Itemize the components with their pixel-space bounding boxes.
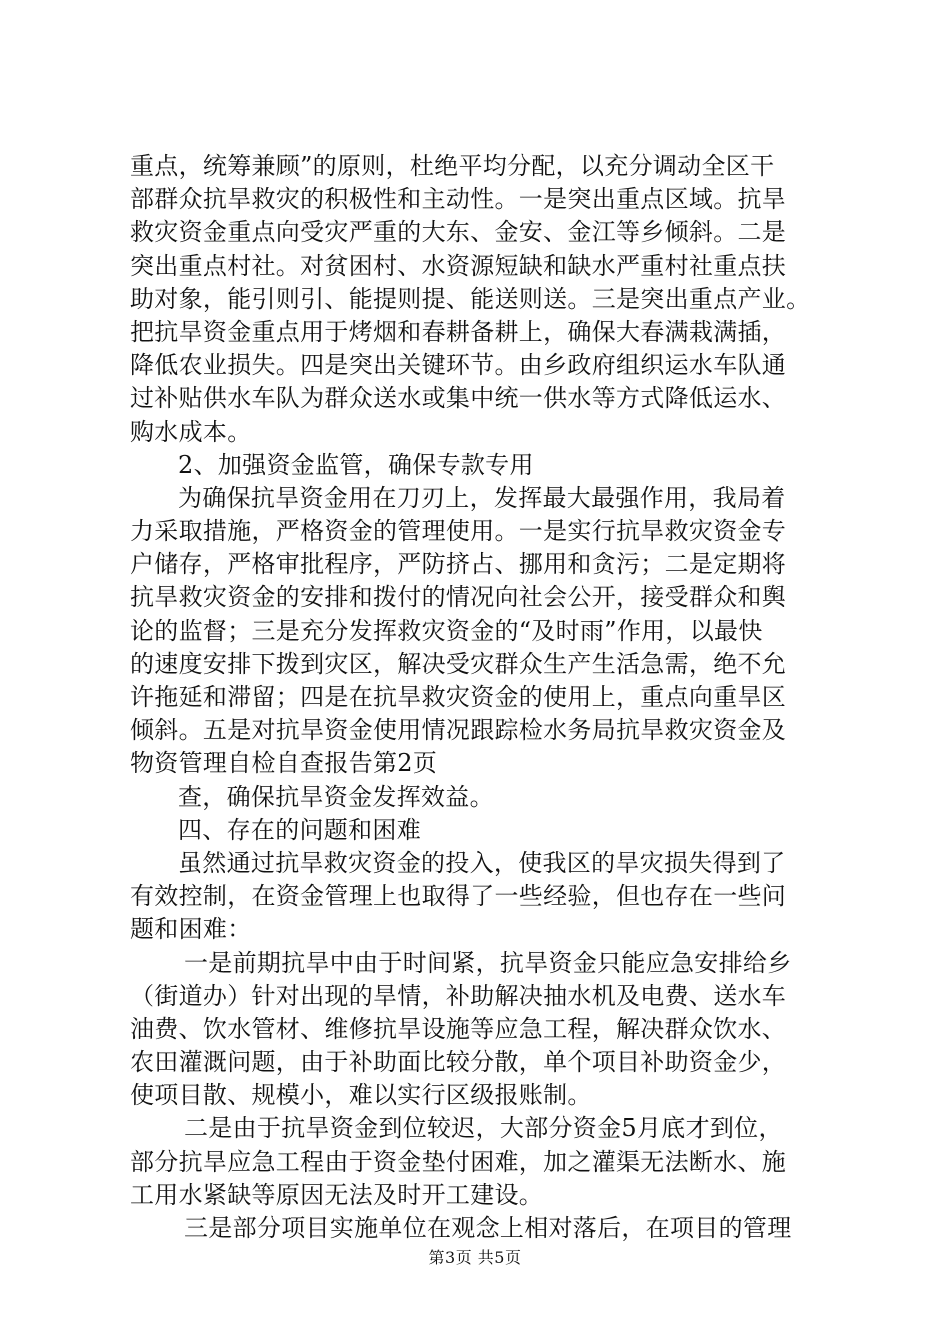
text-line: 降低农业损失。四是突出关键环节。由乡政府组织运水车队通 — [130, 351, 787, 380]
section-heading: 四、存在的问题和困难 — [178, 815, 421, 844]
text-line: 突出重点村社。对贫困村、水资源短缺和缺水严重村社重点扶 — [130, 251, 787, 280]
text-line: 抗旱救灾资金的安排和拨付的情况向社会公开，接受群众和舆 — [130, 583, 787, 612]
text-line: 力采取措施，严格资金的管理使用。一是实行抗旱救灾资金专 — [130, 517, 787, 546]
text-line: 过补贴供水车队为群众送水或集中统一供水等方式降低运水、 — [130, 384, 787, 413]
text-line: 查，确保抗旱资金发挥效益。 — [178, 782, 494, 811]
text-line: 部分抗旱应急工程由于资金垫付困难，加之灌渠无法断水、施 — [130, 1147, 787, 1176]
text-line: 许拖延和滞留；四是在抗旱救灾资金的使用上，重点向重旱区 — [130, 683, 787, 711]
text-line: 虽然通过抗旱救灾资金的投入，使我区的旱灾损失得到了 — [178, 848, 786, 877]
text-line: 论的监督；三是充分发挥救灾资金的“及时雨”作用，以最快 — [130, 616, 763, 645]
text-line: 有效控制，在资金管理上也取得了一些经验，但也存在一些问 — [130, 882, 787, 911]
text-line: 把抗旱资金重点用于烤烟和春耕备耕上，确保大春满栽满插， — [130, 317, 787, 346]
text-line: 重点，统筹兼顾”的原则，杜绝平均分配，以充分调动全区干 — [130, 152, 775, 180]
text-line: 农田灌溉问题，由于补助面比较分散，单个项目补助资金少， — [130, 1048, 787, 1077]
text-line: 工用水紧缺等原因无法及时开工建设。 — [130, 1180, 544, 1209]
text-line: 物资管理自检自查报告第2页 — [130, 749, 438, 778]
document-body — [130, 150, 845, 1245]
section-heading: 2、加强资金监管，确保专款专用 — [178, 450, 534, 479]
text-line: 购水成本。 — [130, 417, 252, 446]
text-line: 为确保抗旱资金用在刀刃上，发挥最大最强作用，我局着 — [178, 483, 786, 512]
text-line: 一是前期抗旱中由于时间紧，抗旱资金只能应急安排给乡 — [184, 948, 792, 977]
text-line: 题和困难： — [130, 915, 252, 944]
text-line: （街道办）针对出现的旱情，补助解决抽水机及电费、送水车 — [130, 981, 787, 1010]
page-number-label: 第3页 共5页 — [428, 1248, 522, 1267]
text-line: 救灾资金重点向受灾严重的大东、金安、金江等乡倾斜。二是 — [130, 218, 787, 247]
text-line: 使项目散、规模小，难以实行区级报账制。 — [130, 1081, 592, 1110]
text-line: 油费、饮水管材、维修抗旱设施等应急工程，解决群众饮水、 — [130, 1014, 787, 1043]
text-line: 户储存，严格审批程序，严防挤占、挪用和贪污；二是定期将 — [130, 550, 787, 579]
text-line: 倾斜。五是对抗旱资金使用情况跟踪检水务局抗旱救灾资金及 — [130, 716, 787, 745]
text-line: 的速度安排下拨到灾区，解决受灾群众生产生活急需，绝不允 — [130, 649, 787, 678]
text-line: 部群众抗旱救灾的积极性和主动性。一是突出重点区域。抗旱 — [130, 185, 787, 214]
text-line: 三是部分项目实施单位在观念上相对落后，在项目的管理 — [184, 1214, 792, 1242]
text-line: 助对象，能引则引、能提则提、能送则送。三是突出重点产业。 — [130, 284, 811, 313]
page-footer — [0, 1245, 950, 1268]
text-line: 二是由于抗旱资金到位较迟，大部分资金5月底才到位， — [184, 1114, 783, 1143]
